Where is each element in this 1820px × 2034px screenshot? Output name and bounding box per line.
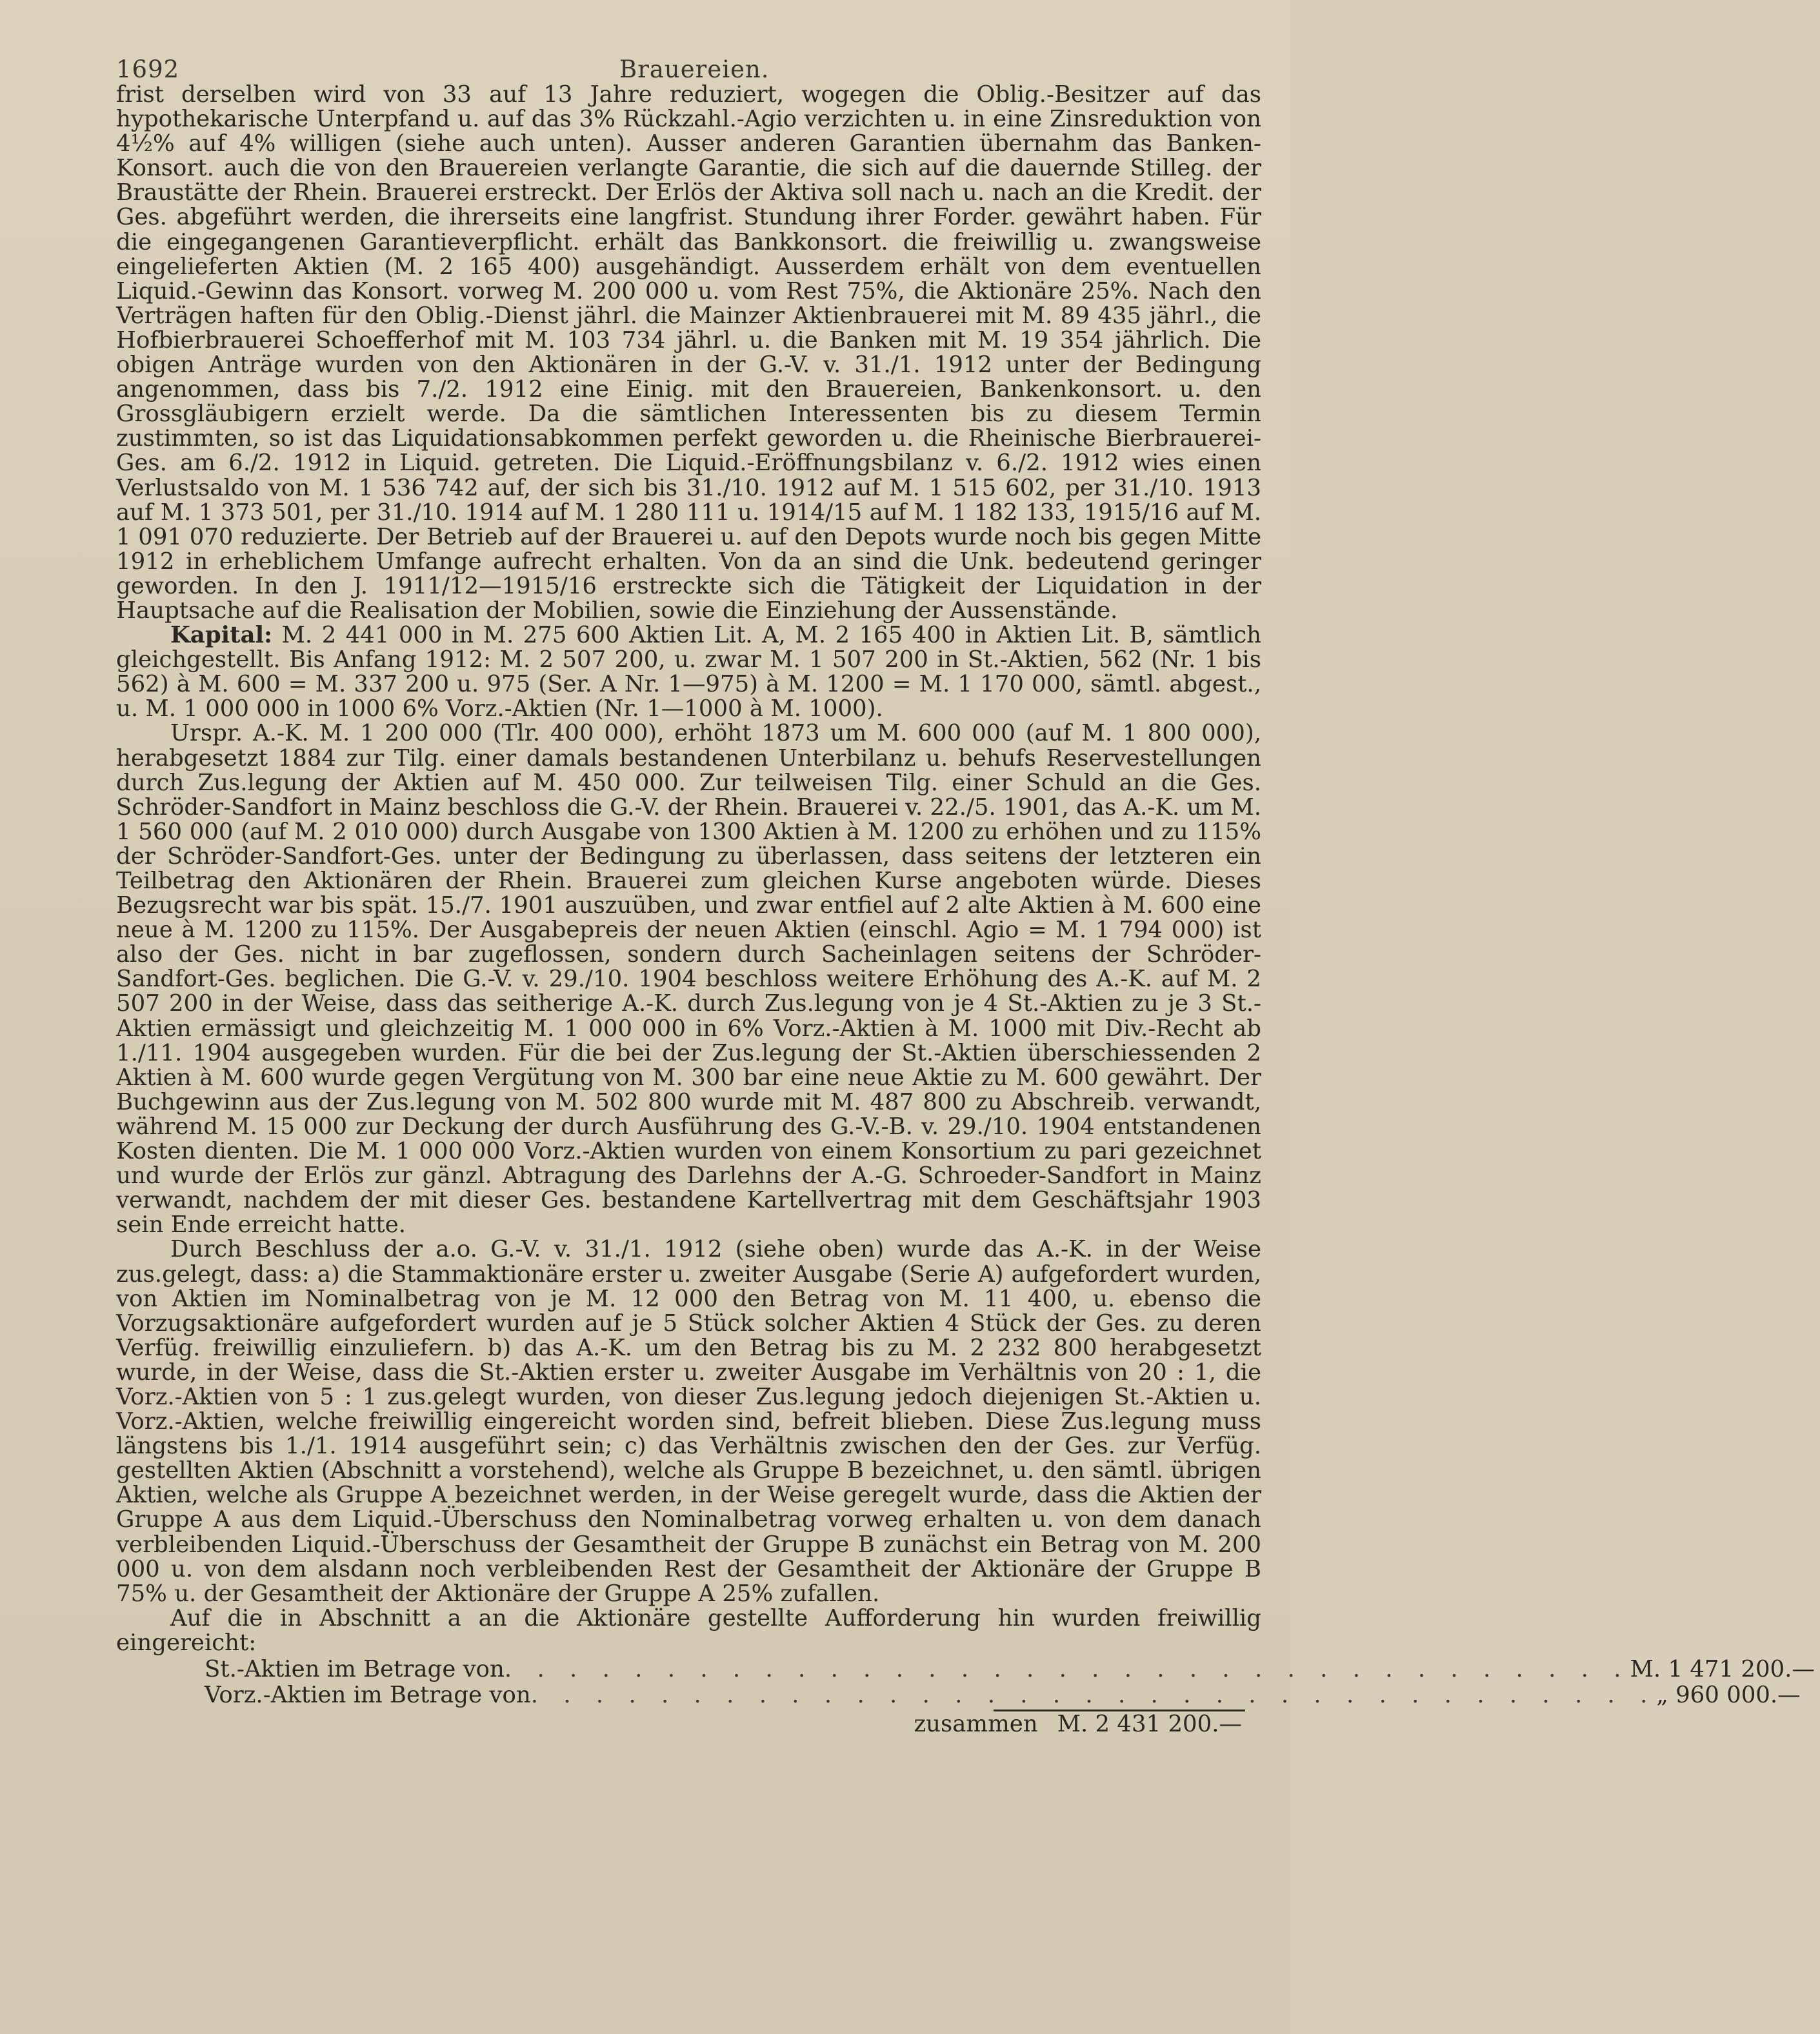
total-label: zusammen [914, 1711, 1038, 1737]
running-head: Brauereien. [619, 55, 770, 83]
total-value: M. 2 431 200.— [1057, 1711, 1242, 1737]
body-text [116, 81, 1815, 1737]
paragraph-resolution: Durch Beschluss der a.o. G.-V. v. 31./1. 1912 (siehe oben) wurde das A.-K. in der Weise zus.gelegt, dass: a) die Stammaktionäre erster u. zweiter Ausgabe (Serie A) aufgefordert wurden, von Aktien im Nominalbetrag von je M. 12 000 den Betrag von M. 11 400, u. ebenso die Vorzugsaktionäre aufgefordert wurden auf je 5 Stück solcher Aktien 4 Stück der Ges. zu deren Verfüg. freiwillig einzuliefern. b) das A.-K. um den Betrag bis zu M. 2 232 800 herabgesetzt wurde, in der Weise, dass die St.-Aktien erster u. zweiter Ausgabe im Verhältnis von 20 : 1, die Vorz.-Aktien von 5 : 1 zus.gelegt wurden, von dieser Zus.legung jedoch diejenigen St.-Aktien u. Vorz.-Aktien, welche freiwillig eingereicht worden sind, befreit blieben. Diese Zus.legung muss längstens bis 1./1. 1914 ausgeführt sein; c) das Verhältnis zwischen den der Ges. zur Verfüg. gestellten Aktien (Abschnitt a vorstehend), welche als Gruppe B bezeichnet, u. den sämtl. übrigen Aktien, welche als Gruppe A bezeichnet werden, in der Weise geregelt wurde, dass die Aktien der Gruppe A aus dem Liquid.-Überschuss den Nominalbetrag vorweg erhalten u. von dem danach verbleibenden Liquid.-Überschuss der Gesamtheit der Gruppe B zunächst ein Betrag von M. 200 000 u. von dem alsdann noch verbleibenden Rest der Gesamtheit der Aktionäre der Gruppe B 75% u. der Gesamtheit der Aktionäre der Gruppe A 25% zufallen. [116, 1236, 1261, 1607]
summary-row-st-aktien [116, 1656, 1815, 1682]
kapital-text: M. 2 441 000 in M. 275 600 Aktien Lit. A, M. 2 165 400 in Aktien Lit. B, sämtlich gleichgestellt. Bis Anfang 1912: M. 2 507 200, u. zwar M. 1 507 200 in St.-Aktien, 562 (Nr. 1 bis 562) à M. 600 = M. 337 200 u. 975 (Ser. A Nr. 1—975) à M. 1200 = M. 1 170 000, sämtl. abgest., u. M. 1 000 000 in 1000 6% Vorz.-Aktien (Nr. 1—1000 à M. 1000). [116, 622, 1261, 723]
leader-dots: . . . . . . . . . . . . . . . . . . . . . . . . . . . . . . . . . . . [530, 1682, 1657, 1708]
summary-label: St.-Aktien im Betrage von [205, 1656, 505, 1682]
kapital-lead: Kapital: [170, 622, 273, 649]
summary-label: Vorz.-Aktien im Betrage von [205, 1682, 531, 1708]
summary-row-vorz-aktien [116, 1682, 1801, 1708]
paragraph-kapital [116, 623, 1261, 721]
paragraph-history: Urspr. A.-K. M. 1 200 000 (Tlr. 400 000), erhöht 1873 um M. 600 000 (auf M. 1 800 000), herabgesetzt 1884 zur Tilg. einer damals bestandenen Unterbilanz u. behufs Reservestellungen durch Zus.legung der Aktien auf M. 450 000. Zur teilweisen Tilg. einer Schuld an die Ges. Schröder-Sandfort in Mainz beschloss die G.-V. der Rhein. Brauerei v. 22./5. 1901, das A.-K. um M. 1 560 000 (auf M. 2 010 000) durch Ausgabe von 1300 Aktien à M. 1200 zu erhöhen und zu 115% der Schröder-Sandfort-Ges. unter der Bedingung zu überlassen, dass seitens der letzteren ein Teilbetrag den Aktionären der Rhein. Brauerei zum gleichen Kurse angeboten würde. Dieses Bezugsrecht war bis spät. 15./7. 1901 auszuüben, und zwar entfiel auf 2 alte Aktien à M. 600 eine neue à M. 1200 zu 115%. Der Ausgabepreis der neuen Aktien (einschl. Agio = M. 1 794 000) ist also der Ges. nicht in bar zugeflossen, sondern durch Sacheinlagen seitens der Schröder-Sandfort-Ges. beglichen. Die G.-V. v. 29./10. 1904 beschloss weitere Erhöhung des A.-K. auf M. 2 507 200 in der Weise, dass das seitherige A.-K. durch Zus.legung von je 4 St.-Aktien zu je 3 St.-Aktien ermässigt und gleichzeitig M. 1 000 000 in 6% Vorz.-Aktien à M. 1000 mit Div.-Recht ab 1./11. 1904 ausgegeben wurden. Für die bei der Zus.legung der St.-Aktien überschiessenden 2 Aktien à M. 600 wurde gegen Vergütung von M. 300 bar eine neue Aktie zu M. 600 gewährt. Der Buchgewinn aus der Zus.legung von M. 502 800 wurde mit M. 487 800 zu Abschreib. verwandt, während M. 15 000 zur Deckung der durch Ausführung des G.-V.-B. v. 29./10. 1904 entstandenen Kosten dienten. Die M. 1 000 000 Vorz.-Aktien wurden von einem Konsortium zu pari gezeichnet und wurde der Erlös zur gänzl. Abtragung des Darlehns der A.-G. Schroeder-Sandfort in Mainz verwandt, nachdem der mit dieser Ges. bestandene Kartellvertrag mit dem Geschäftsjahr 1903 sein Ende erreicht hatte. [116, 720, 1261, 1239]
summary-value: M. 1 471 200.— [1630, 1656, 1815, 1682]
page-number: 1692 [116, 55, 180, 83]
summary-total-row [116, 1711, 1261, 1737]
paragraph-liquidation: frist derselben wird von 33 auf 13 Jahre reduziert, wogegen die Oblig.-Besitzer auf das hypothekarische Unterpfand u. auf das 3% Rückzahl.-Agio verzichten u. in eine Zinsreduktion von 4½% auf 4% willigen (siehe auch unten). Ausser anderen Garantien übernahm das Banken-Konsort. auch die von den Brauereien verlangte Garantie, die sich auf die dauernde Stilleg. der Braustätte der Rhein. Brauerei erstreckt. Der Erlös der Aktiva soll nach u. nach an die Kredit. der Ges. abgeführt werden, die ihrerseits eine langfrist. Stundung ihrer Forder. gewährt haben. Für die eingegangenen Garantieverpflicht. erhält das Bankkonsort. die freiwillig u. zwangsweise eingelieferten Aktien (M. 2 165 400) ausgehändigt. Ausserdem erhält von dem eventuellen Liquid.-Gewinn das Konsort. vorweg M. 200 000 u. vom Rest 75%, die Aktionäre 25%. Nach den Verträgen haften für den Oblig.-Dienst jährl. die Mainzer Aktienbrauerei mit M. 89 435 jährl., die Hofbierbrauerei Schoefferhof mit M. 103 734 jährl. u. die Banken mit M. 19 354 jährlich. Die obigen Anträge wurden von den Aktionären in der G.-V. v. 31./1. 1912 unter der Bedingung angenommen, dass bis 7./2. 1912 eine Einig. mit den Brauereien, Bankenkonsort. u. den Grossgläubigern erzielt werde. Da die sämtlichen Interessenten bis zu diesem Termin zustimmten, so ist das Liquidationsabkommen perfekt geworden u. die Rheinische Bierbrauerei-Ges. am 6./2. 1912 in Liquid. getreten. Die Liquid.-Eröffnungsbilanz v. 6./2. 1912 wies einen Verlustsaldo von M. 1 536 742 auf, der sich bis 31./10. 1912 auf M. 1 515 602, per 31./10. 1913 auf M. 1 373 501, per 31./10. 1914 auf M. 1 280 111 u. 1914/15 auf M. 1 182 133, 1915/16 auf M. 1 091 070 reduzierte. Der Betrieb auf der Brauerei u. auf den Depots wurde noch bis gegen Mitte 1912 in erheblichem Umfange aufrecht erhalten. Von da an sind die Unk. bedeutend geringer geworden. In den J. 1911/12—1915/16 erstreckte sich die Tätigkeit der Liquidation in der Hauptsache auf die Realisation der Mobilien, sowie die Einziehung der Aussenstände. [116, 81, 1261, 624]
leader-dots: . . . . . . . . . . . . . . . . . . . . . . . . . . . . . . . . . . . [504, 1656, 1630, 1682]
summary-value: „ 960 000.— [1656, 1682, 1801, 1708]
paragraph-submitted: Auf die in Abschnitt a an die Aktionäre gestellte Aufforderung hin wurden freiwillig eingereicht: [116, 1604, 1261, 1656]
summary-table [116, 1656, 1815, 1737]
page-header [116, 37, 1277, 83]
